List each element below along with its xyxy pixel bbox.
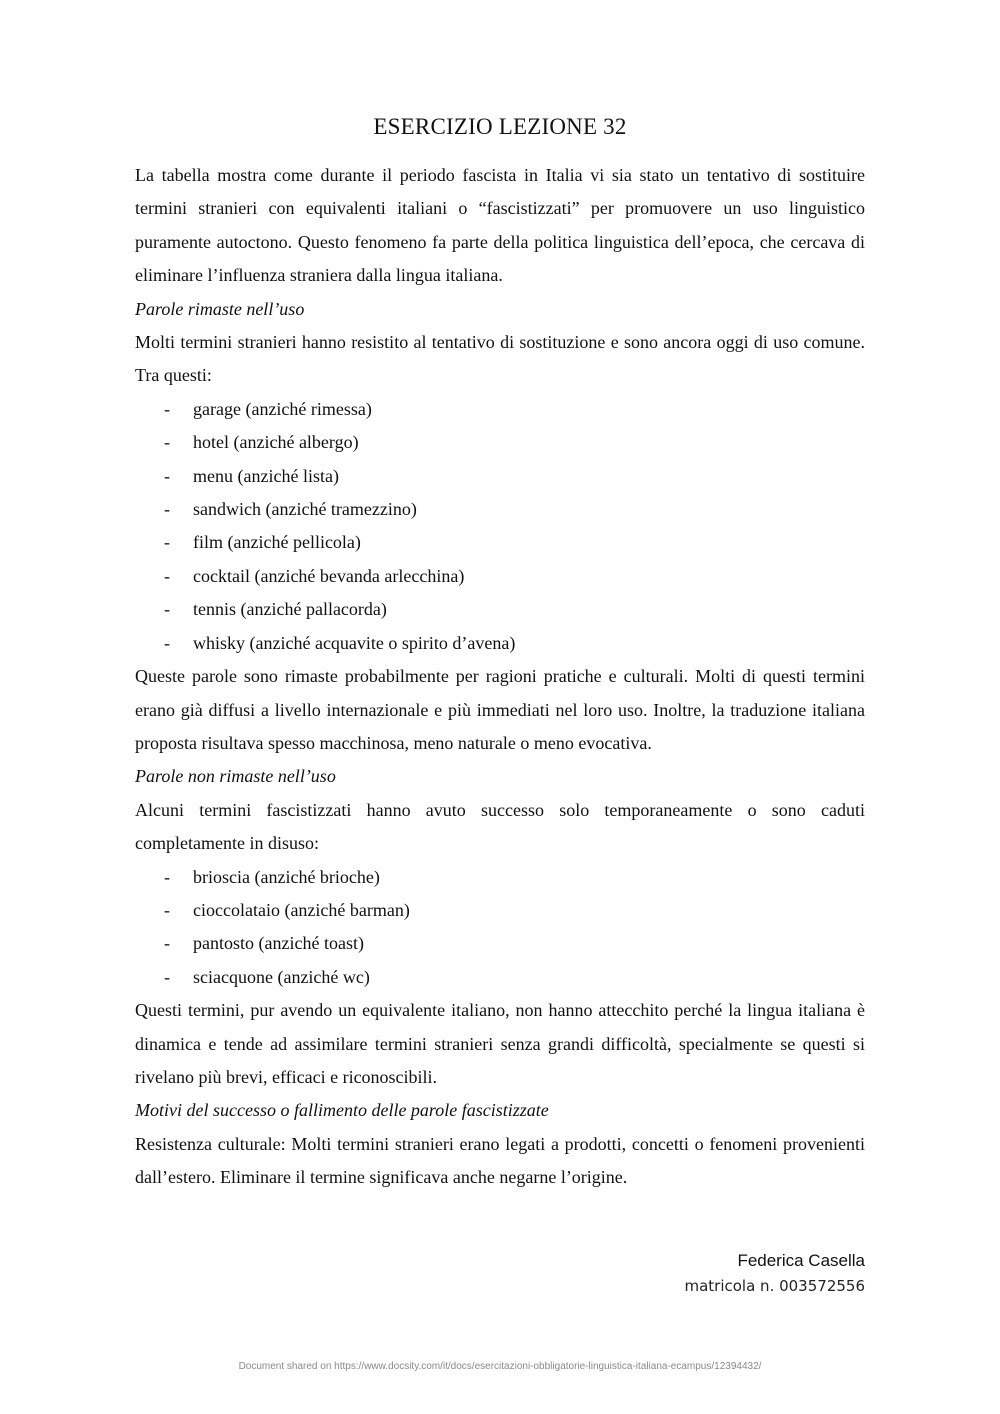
list-bullet: -	[164, 866, 170, 887]
intro-paragraph: La tabella mostra come durante il periodo fascista in Italia vi sia stato un tentativo di sostituire termini stranieri con equivalenti italiani o “fascistizzati” per promuovere un uso linguistico puramente autoctono. Questo fenomeno fa parte della politica linguistica dell’epoca, che cercava di eliminare l’influenza straniera dalla lingua italiana.	[135, 165, 865, 286]
list-bullet: -	[164, 465, 170, 486]
list-item	[135, 894, 865, 927]
list-bullet: -	[164, 499, 170, 520]
list-item-text: pantosto (anziché toast)	[193, 933, 364, 954]
list-bullet: -	[164, 899, 170, 920]
list-item	[135, 627, 865, 660]
section-lead-words-kept: Molti termini stranieri hanno resistito al tentativo di sostituzione e sono ancora oggi di uso comune. Tra questi:	[135, 332, 865, 386]
section-heading-words-kept: Parole rimaste nell’uso	[135, 298, 305, 319]
section-heading-words-dropped: Parole non rimaste nell’uso	[135, 766, 336, 787]
list-words-dropped	[135, 861, 865, 995]
list-item	[135, 426, 865, 459]
list-item-text: garage (anziché rimessa)	[193, 398, 372, 419]
list-bullet: -	[164, 565, 170, 586]
share-footer: Document shared on https://www.docsity.com/it/docs/esercitazioni-obbligatorie-linguistica-italiana-ecampus/12394432/	[238, 1361, 762, 1372]
list-bullet: -	[164, 532, 170, 553]
list-item	[135, 493, 865, 526]
list-bullet: -	[164, 599, 170, 620]
section-heading-reasons: Motivi del successo o fallimento delle parole fascistizzate	[135, 1100, 549, 1121]
list-item-text: sciacquone (anziché wc)	[193, 966, 370, 987]
list-item-text: menu (anziché lista)	[193, 465, 339, 486]
list-item-text: film (anziché pellicola)	[193, 532, 361, 553]
page-title: ESERCIZIO LEZIONE 32	[373, 114, 627, 139]
list-item	[135, 560, 865, 593]
list-item	[135, 393, 865, 426]
list-item-text: tennis (anziché pallacorda)	[193, 599, 387, 620]
list-bullet: -	[164, 432, 170, 453]
list-item-text: sandwich (anziché tramezzino)	[193, 499, 417, 520]
list-bullet: -	[164, 632, 170, 653]
section-closing-words-kept: Queste parole sono rimaste probabilmente per ragioni pratiche e culturali. Molti di questi termini erano già diffusi a livello internazionale e più immediati nel loro uso. Inoltre, la traduzione italiana proposta risultava spesso macchinosa, meno naturale o meno evocativa.	[135, 666, 865, 753]
section-lead-words-dropped: Alcuni termini fascistizzati hanno avuto successo solo temporaneamente o sono caduti completamente in disuso:	[135, 799, 865, 854]
list-item	[135, 460, 865, 493]
list-item-text: brioscia (anziché brioche)	[193, 866, 380, 887]
list-words-kept	[135, 393, 865, 660]
list-item-text: whisky (anziché acquavite o spirito d’avena)	[193, 632, 516, 653]
section-text-reasons: Resistenza culturale: Molti termini stranieri erano legati a prodotti, concetti o fenomeni provenienti dall’estero. Eliminare il termine significava anche negarne l’origine.	[135, 1133, 865, 1188]
list-item	[135, 526, 865, 559]
student-id: matricola n. 003572556	[684, 1277, 865, 1295]
list-item-text: cocktail (anziché bevanda arlecchina)	[193, 565, 465, 586]
list-item	[135, 861, 865, 894]
list-bullet: -	[164, 398, 170, 419]
signature-block	[684, 1249, 865, 1299]
author-name: Federica Casella	[737, 1251, 865, 1270]
list-item	[135, 593, 865, 626]
document-body	[135, 159, 865, 1195]
list-item	[135, 961, 865, 994]
list-bullet: -	[164, 933, 170, 954]
list-bullet: -	[164, 966, 170, 987]
section-closing-words-dropped: Questi termini, pur avendo un equivalente italiano, non hanno attecchito perché la lingua italiana è dinamica e tende ad assimilare termini stranieri senza grandi difficoltà, specialmente se questi si rivelano più brevi, efficaci e riconoscibili.	[135, 1000, 865, 1087]
list-item-text: hotel (anziché albergo)	[193, 432, 359, 453]
list-item-text: cioccolataio (anziché barman)	[193, 899, 410, 920]
list-item	[135, 927, 865, 960]
